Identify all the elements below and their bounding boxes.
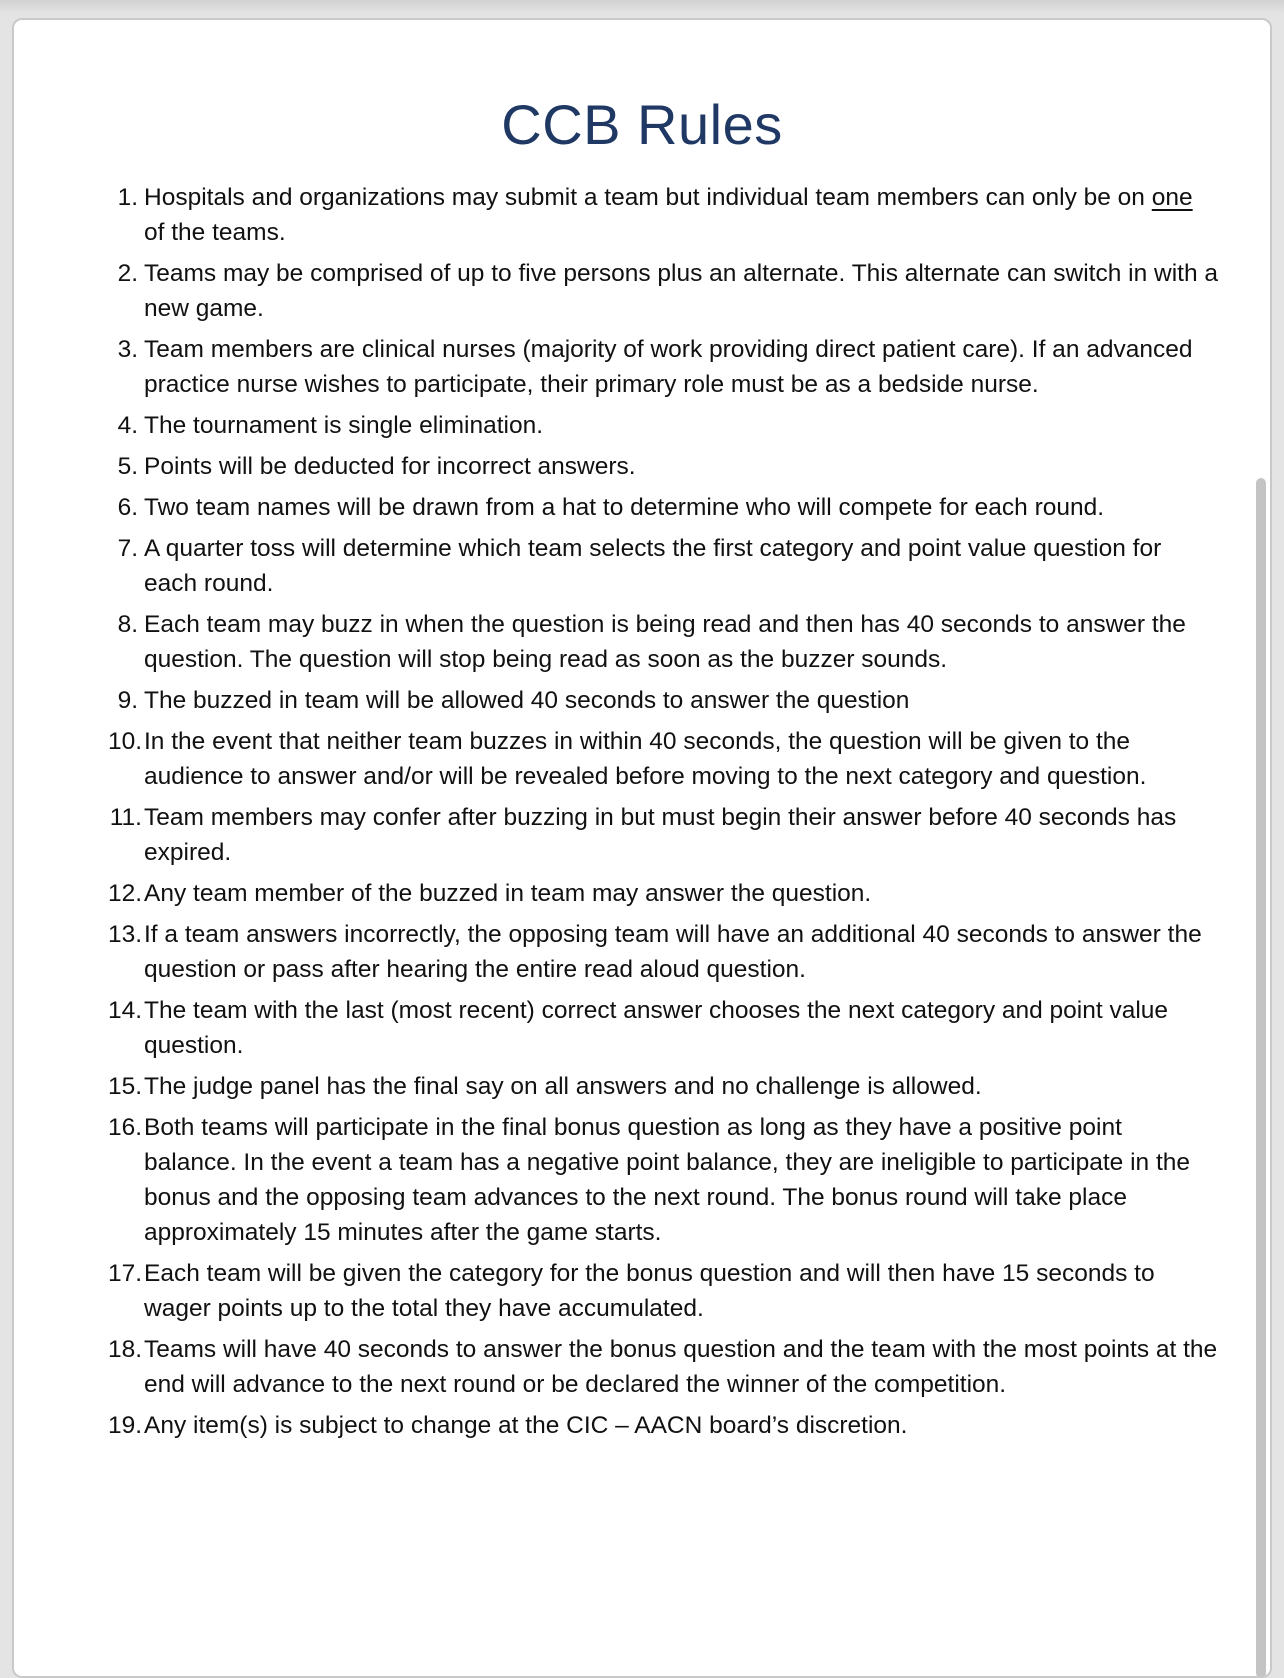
rule-text: Both teams will participate in the final bonus question as long as they have a positive point balance. In the event a team has a negative point balance, they are ineligible to participate in the bonus and the opposing team advances to the next round. The bonus round will take place approximately 15 minutes after the game starts. — [144, 1114, 1191, 1246]
rule-number: 10. — [107, 728, 142, 755]
rule-item — [88, 1069, 1218, 1104]
rule-text: Points will be deducted for incorrect answers. — [144, 453, 636, 480]
rule-number: 11. — [109, 804, 142, 831]
rule-text: Teams may be comprised of up to five persons plus an alternate. This alternate can switch in with a new game. — [144, 260, 1219, 322]
rule-number: 1. — [117, 184, 138, 211]
rule-text: In the event that neither team buzzes in within 40 seconds, the question will be given to the audience to answer and/or will be revealed before moving to the next category and question. — [144, 728, 1147, 790]
rule-text: Hospitals and organizations may submit a team but individual team members can only be on one of the teams. — [144, 184, 1193, 246]
rule-item — [88, 449, 1218, 484]
rule-number: 9. — [117, 687, 138, 714]
rule-item — [88, 490, 1218, 525]
rule-text: A quarter toss will determine which team selects the first category and point value question for each round. — [144, 535, 1162, 597]
page-title: CCB Rules — [501, 93, 783, 156]
rule-text: Any item(s) is subject to change at the CIC – AACN board’s discretion. — [144, 1412, 908, 1439]
rule-text: Team members may confer after buzzing in but must begin their answer before 40 seconds has expired. — [144, 804, 1177, 866]
rule-text: The buzzed in team will be allowed 40 seconds to answer the question — [144, 687, 910, 714]
rule-number: 12. — [107, 880, 142, 907]
rule-text: Any team member of the buzzed in team may answer the question. — [144, 880, 872, 907]
rule-number: 4. — [117, 412, 138, 439]
rule-number: 16. — [107, 1114, 142, 1141]
rule-item — [88, 683, 1218, 718]
rule-text: Teams will have 40 seconds to answer the bonus question and the team with the most points at the end will advance to the next round or be declared the winner of the competition. — [144, 1336, 1218, 1398]
rule-text: The team with the last (most recent) correct answer chooses the next category and point value question. — [144, 997, 1169, 1059]
rule-item — [88, 531, 1218, 601]
rule-number: 17. — [107, 1260, 142, 1287]
rule-text: The tournament is single elimination. — [144, 412, 544, 439]
rule-item — [88, 332, 1218, 402]
rule-emphasis: one — [1151, 184, 1193, 211]
window-top-shadow — [0, 0, 1284, 14]
rule-number: 15. — [107, 1073, 142, 1100]
rule-text: Two team names will be drawn from a hat to determine who will compete for each round. — [144, 494, 1105, 521]
rules-list — [88, 180, 1218, 1449]
rule-number: 19. — [107, 1412, 142, 1439]
rule-item — [88, 917, 1218, 987]
rule-item — [88, 607, 1218, 677]
rule-number: 13. — [107, 921, 142, 948]
rule-item — [88, 724, 1218, 794]
rule-item — [88, 1256, 1218, 1326]
document-page[interactable] — [12, 18, 1272, 1678]
rule-number: 14. — [107, 997, 142, 1024]
rule-number: 8. — [117, 611, 138, 638]
rule-item — [88, 1408, 1218, 1443]
rule-item — [88, 1332, 1218, 1402]
rule-item — [88, 1110, 1218, 1250]
rule-number: 7. — [117, 535, 138, 562]
rule-text: Each team will be given the category for the bonus question and will then have 15 seconds to wager points up to the total they have accumulated. — [144, 1260, 1155, 1322]
rule-text: Team members are clinical nurses (majority of work providing direct patient care). If an advanced practice nurse wishes to participate, their primary role must be as a bedside nurse. — [144, 336, 1193, 398]
rule-text: The judge panel has the final say on all answers and no challenge is allowed. — [144, 1073, 982, 1100]
rule-item — [88, 256, 1218, 326]
rule-number: 18. — [107, 1336, 142, 1363]
rule-item — [88, 408, 1218, 443]
rule-item — [88, 180, 1218, 250]
rule-item — [88, 993, 1218, 1063]
rule-number: 6. — [117, 494, 138, 521]
rule-number: 3. — [117, 336, 138, 363]
vertical-scrollbar-thumb[interactable] — [1256, 478, 1266, 1678]
rule-number: 5. — [117, 453, 138, 480]
rule-item — [88, 876, 1218, 911]
rule-item — [88, 800, 1218, 870]
rule-text: Each team may buzz in when the question is being read and then has 40 seconds to answer the question. The question will stop being read as soon as the buzzer sounds. — [144, 611, 1186, 673]
rule-number: 2. — [117, 260, 138, 287]
rule-text: If a team answers incorrectly, the opposing team will have an additional 40 seconds to answer the question or pass after hearing the entire read aloud question. — [144, 921, 1202, 983]
